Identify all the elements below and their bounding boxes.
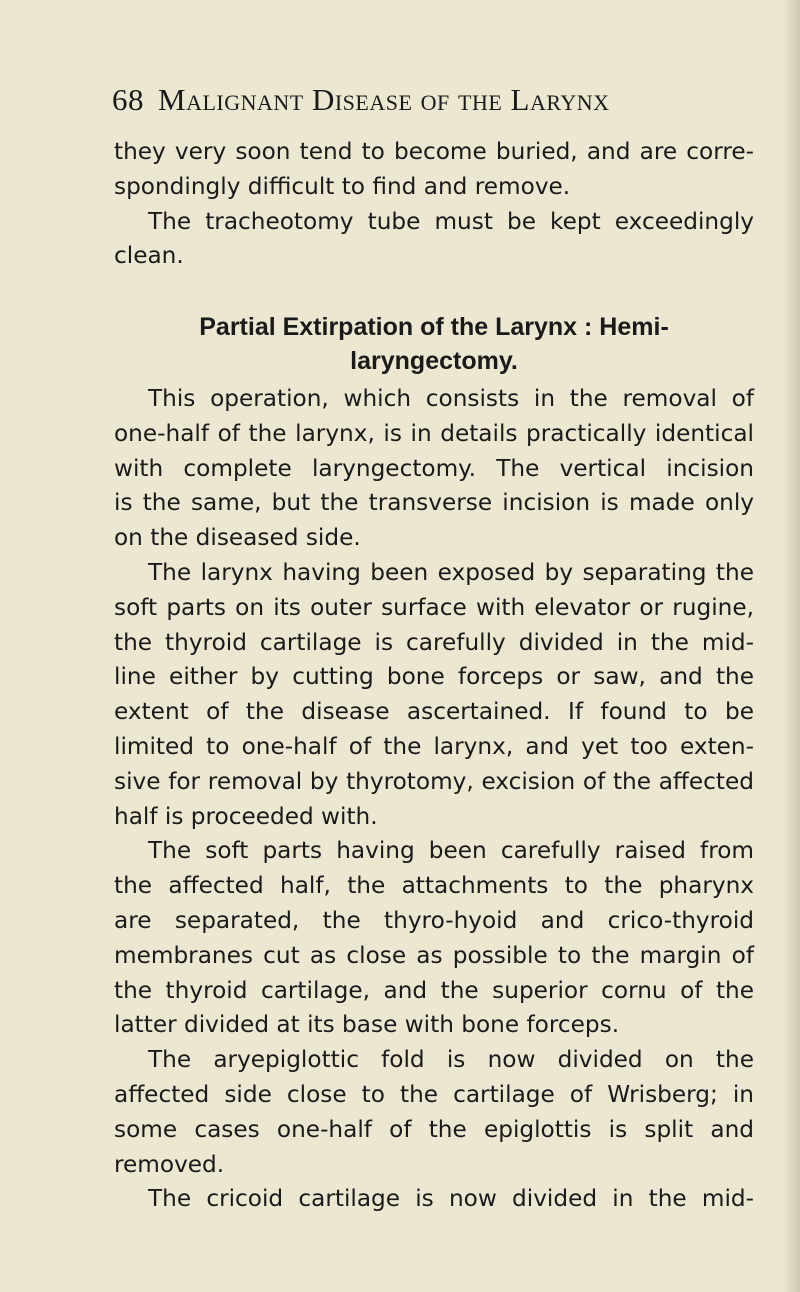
body-text [114,382,754,1217]
text-line: spondingly difficult to find and remove. [114,172,571,200]
text-line: on the diseased side. [114,524,361,552]
text-line: The soft parts having been carefully raised from [148,837,754,865]
text-line: The larynx having been exposed by separating the [148,558,754,586]
text-line: line either by cutting bone forceps or saw, and the [114,663,754,691]
text-line: some cases one-half of the epiglottis is split and [114,1115,754,1143]
text-line: sive for removal by thyrotomy, excision of the affected [114,767,754,795]
text-line: The aryepiglottic fold is now divided on the [148,1046,754,1074]
text-line: latter divided at its base with bone forceps. [114,1011,620,1039]
section-heading-line: laryngectomy. [350,347,518,375]
text-line: the thyroid cartilage, and the superior cornu of the [114,976,754,1004]
text-line: are separated, the thyro-hyoid and crico-thyroid [114,906,754,934]
text-line: This operation, which consists in the removal of [148,385,754,412]
text-line: they very soon tend to become buried, and are corre- [114,138,754,165]
text-line: limited to one-half of the larynx, and yet too exten- [114,732,754,760]
running-head [112,82,712,118]
text-line: with complete laryngectomy. The vertical incision [114,454,754,482]
page-edge-shadow [782,0,800,1292]
text-line: removed. [114,1150,225,1178]
text-line: The cricoid cartilage is now divided in the mid- [148,1185,754,1213]
section-heading-line: Partial Extirpation of the Larynx : Hemi- [199,313,669,341]
page-number: 68 [112,82,144,117]
text-line: extent of the disease ascertained. If found to be [114,698,754,726]
intro-text [114,135,754,274]
text-line: half is proceeded with. [114,802,378,830]
running-title: Malignant Disease of the Larynx [158,82,610,117]
text-line: the thyroid cartilage is carefully divided in the mid- [114,628,754,656]
text-line: the affected half, the attachments to the pharynx [114,872,754,900]
text-line: clean. [114,242,184,270]
text-line: soft parts on its outer surface with elevator or rugine, [114,593,754,621]
section-heading [114,310,754,378]
text-line: is the same, but the transverse incision is made only [114,489,754,517]
text-line: membranes cut as close as possible to the margin of [114,941,754,969]
text-line: one-half of the larynx, is in details practically identical [114,419,754,447]
text-line: The tracheotomy tube must be kept exceedingly [148,207,754,235]
text-line: affected side close to the cartilage of Wrisberg; in [114,1080,754,1108]
